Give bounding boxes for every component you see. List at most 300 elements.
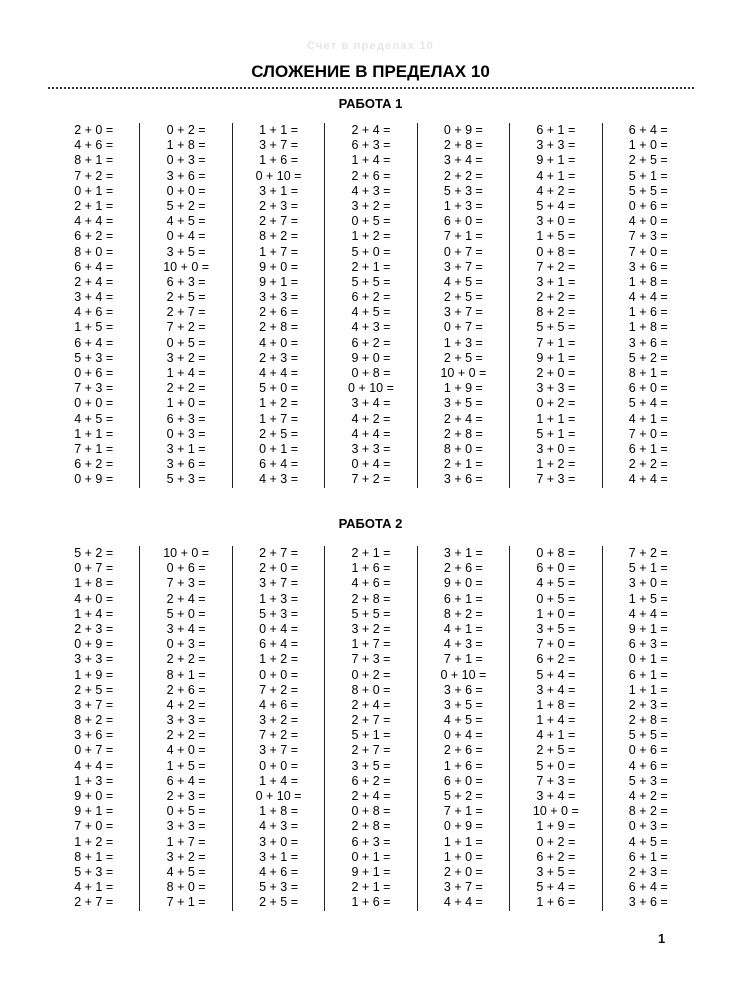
exercise-item: 1 + 5 = [628,591,668,606]
exercise-item: 3 + 0 = [536,441,576,456]
exercise-item: 5 + 0 = [166,606,206,621]
exercise-item: 0 + 9 = [443,123,483,137]
exercise-item: 9 + 0 = [351,350,391,365]
exercise-column [139,123,231,488]
exercise-item: 2 + 7 = [74,895,114,910]
exercise-item: 2 + 4 = [351,789,391,803]
exercise-item: 0 + 7 = [443,244,483,259]
exercise-item: 1 + 4 = [536,713,576,728]
exercise-item: 3 + 7 = [443,259,483,274]
exercise-item: 0 + 6 = [628,198,668,213]
exercise-item: 3 + 3 = [536,381,576,396]
exercise-item: 0 + 6 = [74,366,114,380]
exercise-item: 6 + 1 = [628,441,668,456]
exercise-item: 0 + 9 = [74,472,114,487]
exercise-item: 6 + 2 = [536,652,576,667]
exercise-item: 3 + 2 = [351,198,391,213]
exercise-item: 7 + 1 = [443,652,483,667]
exercise-item: 1 + 0 = [628,138,668,153]
exercise-column [324,123,416,488]
exercise-item: 1 + 9 = [536,819,576,834]
exercise-item: 4 + 4 = [628,290,668,305]
exercise-item: 3 + 7 = [443,880,483,895]
exercise-item: 4 + 6 = [259,864,299,879]
exercise-item: 0 + 8 = [536,546,576,560]
exercise-item: 0 + 1 = [351,849,391,864]
exercise-item: 0 + 3 = [166,153,206,168]
exercise-item: 0 + 2 = [536,834,576,849]
exercise-item: 5 + 2 = [166,198,206,213]
exercise-item: 7 + 3 = [628,229,668,244]
exercise-item: 2 + 2 = [628,457,668,472]
exercise-item: 4 + 0 = [628,214,668,229]
exercise-item: 6 + 4 = [628,123,668,137]
exercise-item: 6 + 1 = [443,591,483,606]
exercise-item: 4 + 4 = [443,895,483,910]
exercise-item: 0 + 7 = [443,320,483,335]
exercise-item: 2 + 7 = [259,546,299,560]
exercise-item: 1 + 1 = [443,834,483,849]
exercise-item: 0 + 8 = [351,366,391,380]
exercise-item: 7 + 3 = [166,576,206,591]
exercise-column [602,123,694,488]
exercise-item: 6 + 3 = [351,834,391,849]
exercise-item: 8 + 1 = [166,667,206,682]
exercise-item: 4 + 5 = [443,713,483,728]
exercise-item: 3 + 6 = [628,335,668,350]
exercise-item: 8 + 0 = [166,880,206,895]
exercise-item: 1 + 5 = [166,758,206,773]
exercise-item: 1 + 3 = [259,591,299,606]
exercise-column [417,546,509,911]
exercise-item: 1 + 1 = [259,123,299,137]
exercise-item: 2 + 3 = [259,350,299,365]
exercise-item: 1 + 0 = [443,849,483,864]
exercise-item: 2 + 2 = [166,728,206,743]
exercise-item: 7 + 1 = [536,335,576,350]
exercise-item: 5 + 0 = [536,758,576,773]
exercise-item: 3 + 5 = [166,244,206,259]
exercise-item: 2 + 5 = [259,895,299,910]
exercise-item: 1 + 4 = [74,606,114,621]
exercise-item: 2 + 8 = [259,320,299,335]
exercise-item: 2 + 8 = [443,426,483,441]
exercise-item: 2 + 1 = [351,880,391,895]
exercise-item: 7 + 0 = [628,426,668,441]
exercise-item: 3 + 2 = [259,713,299,728]
exercise-item: 7 + 1 = [443,229,483,244]
exercise-item: 6 + 4 = [166,773,206,788]
exercise-item: 9 + 1 = [536,153,576,168]
exercise-item: 0 + 6 = [628,743,668,758]
exercise-item: 3 + 7 = [259,138,299,153]
exercise-item: 1 + 4 = [259,773,299,788]
exercise-item: 3 + 1 = [443,546,483,560]
exercise-item: 5 + 3 = [628,773,668,788]
exercise-item: 4 + 3 = [351,183,391,198]
exercise-item: 3 + 2 = [351,621,391,636]
exercise-item: 0 + 0 = [74,396,114,411]
exercise-item: 5 + 5 = [628,728,668,743]
exercise-item: 8 + 0 = [443,441,483,456]
exercise-item: 3 + 4 = [166,621,206,636]
exercise-item: 5 + 3 = [166,472,206,487]
exercise-item: 2 + 5 = [74,682,114,697]
exercise-item: 2 + 4 = [74,274,114,289]
exercise-item: 2 + 2 = [166,381,206,396]
exercise-item: 7 + 3 = [351,652,391,667]
exercise-item: 7 + 2 = [259,682,299,697]
exercise-item: 1 + 6 = [628,305,668,320]
exercise-item: 2 + 2 = [166,652,206,667]
exercise-item: 2 + 7 = [166,305,206,320]
exercise-item: 1 + 5 = [536,229,576,244]
exercise-item: 3 + 0 = [628,576,668,591]
exercise-item: 5 + 2 = [443,789,483,803]
exercise-item: 4 + 3 = [443,637,483,652]
exercise-item: 4 + 5 = [166,864,206,879]
exercise-item: 1 + 7 = [259,244,299,259]
exercise-item: 2 + 5 = [259,426,299,441]
exercise-item: 5 + 3 = [259,606,299,621]
exercise-item: 4 + 4 = [351,426,391,441]
exercise-item: 0 + 0 = [166,183,206,198]
exercise-item: 4 + 2 = [536,183,576,198]
exercise-item: 8 + 1 = [628,366,668,380]
exercise-item: 5 + 4 = [536,880,576,895]
exercise-item: 3 + 5 = [536,864,576,879]
exercise-item: 3 + 5 = [443,396,483,411]
exercise-item: 3 + 7 = [74,697,114,712]
faded-running-header: Счет в пределах 10 [306,40,435,52]
exercise-item: 4 + 2 = [628,789,668,803]
exercise-item: 0 + 5 = [536,591,576,606]
exercise-item: 2 + 6 = [443,743,483,758]
exercise-item: 0 + 5 = [166,335,206,350]
exercise-item: 3 + 1 = [166,441,206,456]
exercise-item: 2 + 4 = [443,411,483,426]
exercise-item: 3 + 2 = [166,350,206,365]
exercise-item: 6 + 4 = [259,457,299,472]
exercise-item: 0 + 1 = [259,441,299,456]
exercise-item: 0 + 10 = [255,168,302,183]
exercise-item: 2 + 3 = [74,621,114,636]
exercise-item: 6 + 0 = [536,561,576,576]
exercise-item: 7 + 2 = [536,259,576,274]
exercise-item: 7 + 2 = [74,168,114,183]
exercise-item: 2 + 7 = [351,743,391,758]
exercise-item: 0 + 9 = [74,637,114,652]
exercise-item: 1 + 4 = [351,153,391,168]
exercise-item: 1 + 6 = [351,561,391,576]
exercise-item: 1 + 7 = [259,411,299,426]
exercise-item: 1 + 8 = [536,697,576,712]
exercise-item: 4 + 4 = [259,366,299,380]
exercise-item: 0 + 10 = [348,381,394,396]
exercise-item: 7 + 2 = [259,728,299,743]
exercise-item: 3 + 5 = [351,758,391,773]
exercise-item: 0 + 1 = [74,183,114,198]
exercise-item: 1 + 8 = [166,138,206,153]
exercise-column [232,546,324,911]
exercise-item: 4 + 6 = [74,138,114,153]
exercise-item: 2 + 4 = [166,591,206,606]
exercise-item: 3 + 1 = [259,849,299,864]
exercise-item: 3 + 7 = [259,576,299,591]
exercise-item: 3 + 7 = [259,743,299,758]
exercise-item: 3 + 6 = [166,168,206,183]
exercise-column [48,546,139,911]
exercise-item: 0 + 2 = [536,396,576,411]
exercise-item: 1 + 6 = [351,895,391,910]
exercise-item: 3 + 6 = [628,259,668,274]
exercise-item: 5 + 3 = [443,183,483,198]
exercise-item: 2 + 7 = [351,713,391,728]
exercise-item: 0 + 9 = [443,819,483,834]
section-title-work-1: РАБОТА 1 [338,96,403,111]
exercise-item: 5 + 3 = [74,350,114,365]
exercise-item: 4 + 6 = [628,758,668,773]
exercise-item: 9 + 1 = [536,350,576,365]
exercise-item: 8 + 1 = [74,153,114,168]
exercise-item: 4 + 6 = [351,576,391,591]
exercise-item: 4 + 4 = [74,214,114,229]
exercise-column [139,546,231,911]
exercise-item: 5 + 3 = [259,880,299,895]
exercise-column [509,123,601,488]
exercise-item: 5 + 1 = [628,168,668,183]
exercise-item: 3 + 6 = [628,895,668,910]
exercise-item: 6 + 4 = [628,880,668,895]
exercise-column [602,546,694,911]
exercise-item: 4 + 4 = [74,758,114,773]
exercise-item: 3 + 3 = [74,652,114,667]
exercise-item: 6 + 3 = [166,411,206,426]
exercise-item: 2 + 7 = [259,214,299,229]
exercise-item: 4 + 1 = [536,168,576,183]
exercise-item: 5 + 5 = [351,606,391,621]
exercise-item: 4 + 3 = [259,472,299,487]
exercise-item: 2 + 5 = [166,290,206,305]
exercise-item: 5 + 1 = [536,426,576,441]
exercise-item: 3 + 4 = [443,153,483,168]
exercise-item: 3 + 6 = [74,728,114,743]
exercise-item: 3 + 3 = [536,138,576,153]
exercise-item: 2 + 6 = [166,682,206,697]
exercise-item: 1 + 2 = [259,396,299,411]
exercise-item: 8 + 2 = [74,713,114,728]
exercise-item: 4 + 5 = [166,214,206,229]
exercise-item: 3 + 6 = [443,472,483,487]
exercise-item: 1 + 8 = [259,804,299,819]
exercise-item: 3 + 0 = [536,214,576,229]
exercise-item: 6 + 4 = [74,335,114,350]
exercise-item: 3 + 1 = [536,274,576,289]
exercise-item: 0 + 3 = [166,426,206,441]
exercise-item: 2 + 1 = [351,546,391,560]
exercise-item: 8 + 2 = [259,229,299,244]
exercise-item: 7 + 2 = [351,472,391,487]
exercise-item: 9 + 1 = [74,804,114,819]
exercise-item: 2 + 0 = [536,366,576,380]
exercise-item: 4 + 0 = [74,591,114,606]
exercise-item: 1 + 7 = [166,834,206,849]
exercise-item: 1 + 7 = [351,637,391,652]
exercise-item: 0 + 4 = [166,229,206,244]
exercise-item: 2 + 5 = [536,743,576,758]
exercise-item: 2 + 8 = [443,138,483,153]
exercise-item: 6 + 3 = [628,637,668,652]
exercise-column [48,123,139,488]
exercise-item: 0 + 3 = [628,819,668,834]
exercise-item: 5 + 4 = [536,198,576,213]
exercise-item: 9 + 1 = [351,864,391,879]
exercise-item: 1 + 6 = [536,895,576,910]
exercise-item: 1 + 8 = [74,576,114,591]
exercise-item: 5 + 1 = [628,561,668,576]
exercise-item: 5 + 2 = [628,350,668,365]
exercise-item: 3 + 5 = [443,697,483,712]
exercise-item: 2 + 6 = [443,561,483,576]
exercise-item: 9 + 0 = [443,576,483,591]
exercise-item: 6 + 2 = [536,849,576,864]
exercise-item: 1 + 6 = [259,153,299,168]
exercise-item: 0 + 8 = [536,244,576,259]
exercise-item: 1 + 2 = [74,834,114,849]
dotted-divider [48,87,694,89]
exercise-grid-work-1 [48,123,694,488]
exercise-item: 9 + 1 = [259,274,299,289]
exercise-item: 2 + 3 = [166,789,206,803]
exercise-item: 4 + 0 = [259,335,299,350]
exercise-item: 1 + 6 = [443,758,483,773]
exercise-item: 2 + 1 = [351,259,391,274]
exercise-item: 7 + 2 = [166,320,206,335]
exercise-item: 9 + 1 = [628,621,668,636]
exercise-item: 2 + 1 = [74,198,114,213]
exercise-item: 5 + 1 = [351,728,391,743]
exercise-item: 1 + 3 = [443,335,483,350]
exercise-item: 10 + 0 = [532,804,579,819]
exercise-item: 1 + 0 = [536,606,576,621]
exercise-item: 0 + 2 = [351,667,391,682]
exercise-item: 2 + 3 = [628,864,668,879]
exercise-item: 4 + 4 = [628,472,668,487]
exercise-item: 7 + 1 = [443,804,483,819]
exercise-item: 6 + 3 = [351,138,391,153]
exercise-item: 0 + 10 = [255,789,302,803]
exercise-item: 1 + 9 = [443,381,483,396]
exercise-item: 2 + 4 = [351,697,391,712]
exercise-item: 0 + 4 = [443,728,483,743]
exercise-item: 1 + 8 = [628,320,668,335]
exercise-item: 10 + 0 = [440,366,487,380]
exercise-item: 0 + 8 = [351,804,391,819]
page-number: 1 [658,931,666,946]
exercise-item: 3 + 3 = [166,713,206,728]
exercise-item: 9 + 0 = [74,789,114,803]
exercise-item: 6 + 4 = [259,637,299,652]
exercise-item: 6 + 2 = [351,335,391,350]
exercise-item: 7 + 2 = [628,546,668,560]
exercise-item: 3 + 6 = [166,457,206,472]
exercise-item: 0 + 0 = [259,758,299,773]
exercise-item: 0 + 5 = [166,804,206,819]
exercise-item: 8 + 0 = [351,682,391,697]
exercise-item: 6 + 2 = [74,457,114,472]
exercise-item: 2 + 8 = [628,713,668,728]
exercise-item: 0 + 4 = [259,621,299,636]
exercise-item: 5 + 5 = [351,274,391,289]
exercise-item: 1 + 1 = [74,426,114,441]
exercise-item: 5 + 0 = [259,381,299,396]
exercise-item: 4 + 2 = [351,411,391,426]
exercise-item: 2 + 0 = [74,123,114,137]
exercise-item: 7 + 1 = [74,441,114,456]
exercise-item: 0 + 4 = [351,457,391,472]
exercise-item: 2 + 8 = [351,591,391,606]
exercise-item: 5 + 2 = [74,546,114,560]
exercise-column [417,123,509,488]
exercise-item: 4 + 6 = [259,697,299,712]
exercise-item: 3 + 3 = [166,819,206,834]
exercise-item: 7 + 0 = [536,637,576,652]
exercise-item: 7 + 0 = [628,244,668,259]
exercise-item: 3 + 3 = [259,290,299,305]
exercise-item: 6 + 0 = [443,773,483,788]
exercise-item: 4 + 5 = [351,305,391,320]
exercise-item: 2 + 8 = [351,819,391,834]
exercise-item: 2 + 6 = [259,305,299,320]
exercise-item: 6 + 2 = [351,773,391,788]
exercise-item: 10 + 0 = [163,259,210,274]
exercise-item: 0 + 2 = [166,123,206,137]
exercise-item: 2 + 0 = [259,561,299,576]
exercise-item: 6 + 3 = [166,274,206,289]
exercise-item: 6 + 1 = [628,667,668,682]
exercise-item: 1 + 2 = [536,457,576,472]
exercise-item: 0 + 0 = [259,667,299,682]
exercise-item: 1 + 3 = [443,198,483,213]
exercise-item: 3 + 6 = [443,682,483,697]
exercise-item: 2 + 5 = [628,153,668,168]
exercise-item: 1 + 2 = [351,229,391,244]
exercise-item: 4 + 1 = [74,880,114,895]
exercise-item: 3 + 0 = [259,834,299,849]
exercise-item: 4 + 6 = [74,305,114,320]
exercise-item: 2 + 4 = [351,123,391,137]
exercise-item: 8 + 2 = [536,305,576,320]
exercise-item: 4 + 1 = [443,621,483,636]
exercise-item: 4 + 0 = [166,743,206,758]
exercise-item: 1 + 4 = [166,366,206,380]
exercise-item: 0 + 6 = [166,561,206,576]
exercise-item: 0 + 3 = [166,637,206,652]
exercise-item: 2 + 3 = [259,198,299,213]
exercise-item: 3 + 7 = [443,305,483,320]
exercise-item: 4 + 5 = [443,274,483,289]
exercise-item: 4 + 3 = [259,819,299,834]
exercise-item: 6 + 0 = [628,381,668,396]
exercise-item: 4 + 5 = [628,834,668,849]
exercise-item: 3 + 3 = [351,441,391,456]
exercise-item: 3 + 5 = [536,621,576,636]
exercise-grid-work-2 [48,546,694,911]
exercise-item: 2 + 0 = [443,864,483,879]
page-title: СЛОЖЕНИЕ В ПРЕДЕЛАХ 10 [251,62,490,81]
exercise-item: 2 + 5 = [443,290,483,305]
exercise-item: 4 + 5 = [74,411,114,426]
